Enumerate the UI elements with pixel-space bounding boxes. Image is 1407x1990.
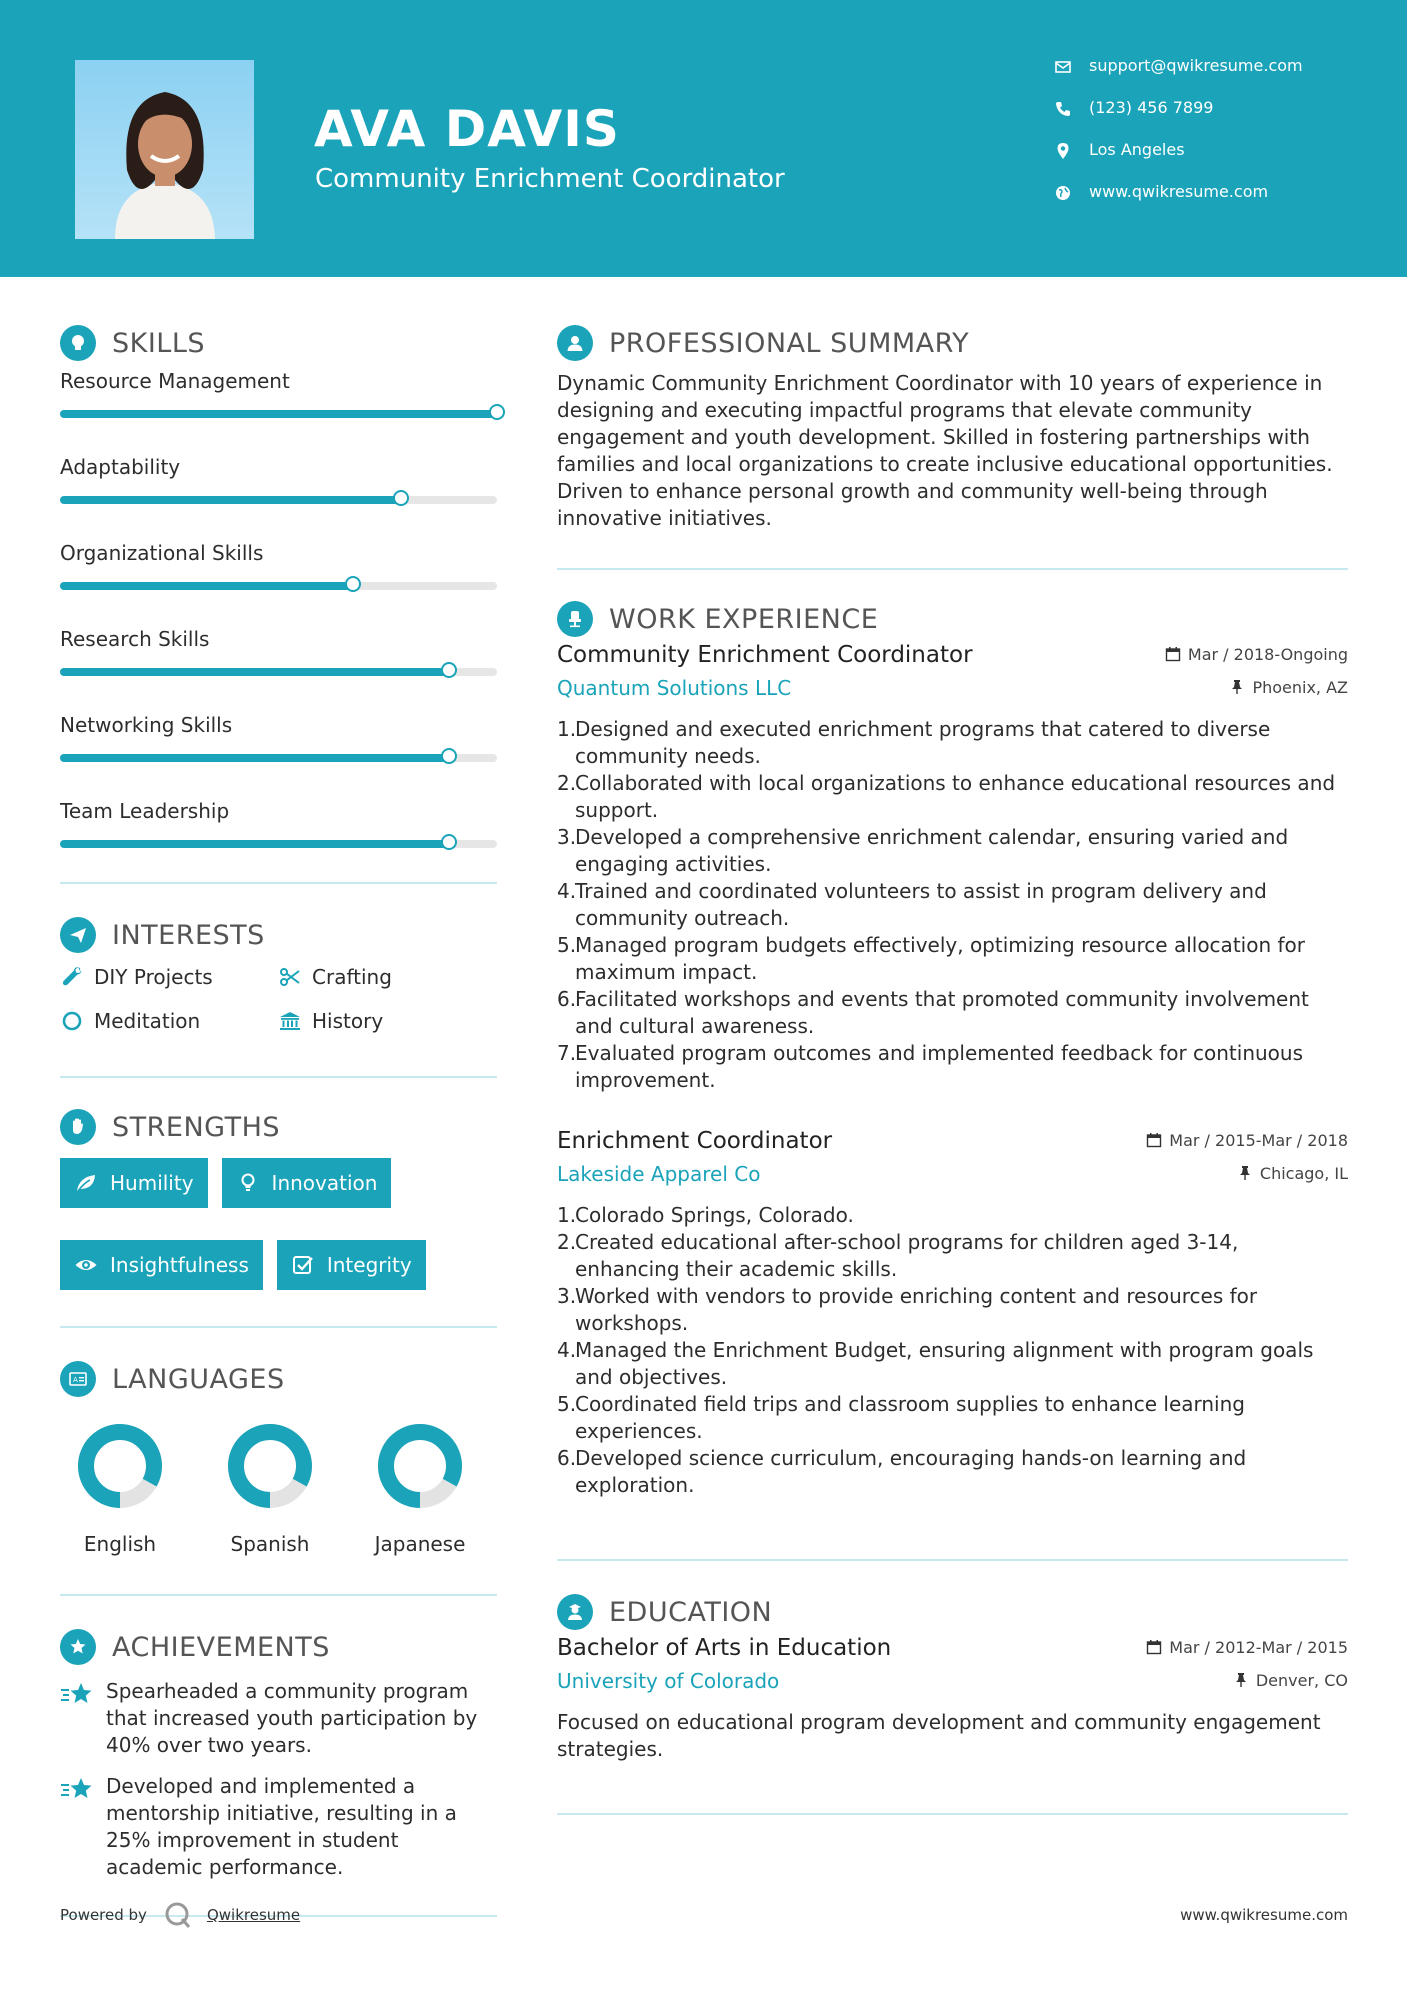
strength-label: Integrity [326,1253,412,1277]
skill-bar-knob [441,834,457,850]
bullet-text: Worked with vendors to provide enriching content and resources for workshops. [575,1284,1258,1335]
circle-icon [60,1009,94,1033]
summary-text: Dynamic Community Enrichment Coordinator with 10 years of experience in designing and executing impactful programs that elevate community engagement and youth development. Skilled in fostering partnerships with families and local organizations to create inclusive educational opportunities. Driven to enhance personal growth and community well-being through innovative initiatives. [557,371,1333,530]
job-bullet [557,1229,1348,1283]
education-location [1233,1671,1348,1690]
achievement-text: Spearheaded a community program that increased youth participation by 40% over two years. [106,1679,478,1757]
bullet-number: 3. [557,825,577,849]
education-date [1146,1638,1348,1657]
interest-label: Crafting [312,965,392,989]
contact-list [1054,56,1303,224]
achievements-heading [60,1624,497,1670]
experience-title: WORK EXPERIENCE [609,603,879,635]
wrench-icon [60,965,94,989]
strengths-heading [60,1104,497,1150]
bullet-number: 4. [557,1338,577,1362]
languages-heading [60,1356,497,1402]
pushpin-icon [1237,1165,1253,1181]
contact-website-text: www.qwikresume.com [1089,182,1269,201]
pushpin-icon [1229,679,1245,695]
bullet-number: 1. [557,717,577,741]
strength-label: Humility [110,1171,194,1195]
bullet-text: Evaluated program outcomes and implemented feedback for continuous improvement. [575,1041,1304,1092]
job-entry [557,642,1348,1094]
bullet-number: 6. [557,1446,577,1470]
bullet-text: Collaborated with local organizations to enhance educational resources and support. [575,771,1336,822]
paper-plane-icon [60,917,96,953]
bullet-number: 2. [557,771,577,795]
translate-icon [60,1361,96,1397]
skill-item [60,796,497,848]
job-date [1165,645,1348,664]
lightbulb-icon [60,325,96,361]
bullet-number: 3. [557,1284,577,1308]
calendar-icon [1146,1639,1162,1655]
job-title: Enrichment Coordinator [557,1128,833,1154]
bullet-text: Trained and coordinated volunteers to assist in program delivery and community outreach. [575,879,1267,930]
job-bullets [557,716,1348,1094]
skill-bar-fill [60,496,401,504]
contact-website[interactable] [1054,182,1303,224]
skill-bar-fill [60,668,449,676]
pushpin-icon [1233,1672,1249,1688]
envelope-icon [1054,58,1072,76]
education-entry [557,1635,1348,1763]
skill-bar-knob [345,576,361,592]
skill-bar-track [60,410,497,418]
skill-bar-track [60,668,497,676]
section-divider [60,1326,497,1328]
bullet-number: 5. [557,933,577,957]
company-name: Lakeside Apparel Co [557,1162,761,1186]
contact-location [1054,140,1303,182]
interest-item [60,962,278,992]
museum-icon [278,1009,312,1033]
bullet-number: 2. [557,1230,577,1254]
bullet-text: Designed and executed enrichment programs that catered to diverse community needs. [575,717,1271,768]
contact-phone-text: (123) 456 7899 [1089,98,1214,117]
section-divider [60,1076,497,1078]
calendar-icon [1165,646,1181,662]
strength-tag [277,1240,426,1290]
left-column [60,320,497,1917]
eye-icon [74,1253,110,1277]
bullet-text: Colorado Springs, Colorado. [575,1203,854,1227]
job-bullet [557,716,1348,770]
job-bullets [557,1202,1348,1499]
strength-tag [60,1158,208,1208]
skill-label: Research Skills [60,627,210,651]
language-label: Japanese [374,1532,466,1556]
map-pin-icon [1054,142,1072,160]
job-bullet [557,824,1348,878]
job-entry [557,1128,1348,1499]
skill-item [60,366,497,418]
skill-bar-knob [441,662,457,678]
brand-link[interactable]: Qwikresume [206,1906,301,1924]
language-label: Spanish [230,1532,310,1556]
interests-heading [60,912,497,958]
section-divider [557,568,1348,570]
skills-heading [60,320,497,366]
star-icon [60,1775,94,1805]
interests-list [60,962,497,1036]
skill-item [60,710,497,762]
skill-bar-fill [60,840,449,848]
job-location [1229,678,1348,697]
globe-icon [1054,184,1072,202]
job-location-text: Chicago, IL [1259,1163,1348,1183]
person-portrait-icon [75,60,254,239]
bullet-text: Managed program budgets effectively, optimizing resource allocation for maximum impact. [575,933,1305,984]
achievements-title: ACHIEVEMENTS [112,1631,330,1663]
skills-list [60,366,497,848]
bullet-text: Managed the Enrichment Budget, ensuring alignment with program goals and objectives. [575,1338,1314,1389]
skill-label: Adaptability [60,455,181,479]
job-bullet [557,1337,1348,1391]
bullet-number: 6. [557,987,577,1011]
star-icon [60,1680,94,1710]
powered-by-text: Powered by [60,1906,147,1924]
skill-label: Networking Skills [60,713,233,737]
strengths-title: STRENGTHS [112,1111,281,1143]
language-item [210,1416,330,1556]
job-location-text: Phoenix, AZ [1252,677,1348,697]
job-bullet [557,1391,1348,1445]
summary-heading [557,320,1348,366]
jobs-list [557,642,1348,1499]
interest-label: DIY Projects [94,965,213,989]
interest-item [278,962,497,992]
achievement-item [60,1678,497,1759]
interest-label: Meditation [94,1009,201,1033]
language-label: English [83,1532,157,1556]
job-date-text: Mar / 2015-Mar / 2018 [1169,1130,1348,1150]
skill-label: Team Leadership [60,799,230,823]
calendar-icon [1146,1132,1162,1148]
job-bullet [557,932,1348,986]
strength-label: Insightfulness [110,1253,249,1277]
candidate-name: AVA DAVIS [314,100,620,158]
phone-icon [1054,100,1072,118]
job-bullet [557,986,1348,1040]
skill-bar-fill [60,754,449,762]
candidate-role: Community Enrichment Coordinator [315,164,785,194]
job-bullet [557,878,1348,932]
education-heading [557,1589,1348,1635]
contact-location-text: Los Angeles [1089,140,1185,159]
languages-list [60,1416,480,1556]
interest-item [278,1006,497,1036]
company-name: Quantum Solutions LLC [557,676,792,700]
experience-heading [557,596,1348,642]
contact-email[interactable] [1054,56,1303,98]
language-level-ring [70,1416,170,1516]
education-description: Focused on educational program development and community engagement strategies. [557,1710,1321,1761]
svg-text:A: A [73,1376,78,1384]
skill-bar-track [60,496,497,504]
summary-title: PROFESSIONAL SUMMARY [609,327,970,359]
language-item [360,1416,480,1556]
skill-bar-fill [60,582,353,590]
language-item [60,1416,180,1556]
skill-bar-knob [441,748,457,764]
bullet-text: Created educational after-school programs for children aged 3-14, enhancing their academic skills. [575,1230,1239,1281]
skill-label: Resource Management [60,369,290,393]
job-bullet [557,1445,1348,1499]
skills-title: SKILLS [112,327,206,359]
school-name: University of Colorado [557,1669,780,1693]
skill-bar-knob [489,404,505,420]
leaf-icon [74,1171,110,1195]
skill-bar-knob [393,490,409,506]
skill-label: Organizational Skills [60,541,264,565]
education-title: EDUCATION [609,1596,773,1628]
language-level-ring [220,1416,320,1516]
degree-title: Bachelor of Arts in Education [557,1635,892,1661]
hand-icon [60,1109,96,1145]
job-date [1146,1131,1348,1150]
scissors-icon [278,965,312,989]
strength-tag [60,1240,263,1290]
strengths-list [60,1158,497,1290]
lightbulb-icon [236,1171,272,1195]
job-location [1237,1164,1348,1183]
skill-item [60,452,497,504]
job-bullet [557,1202,1348,1229]
bullet-number: 1. [557,1203,577,1227]
bullet-text: Coordinated field trips and classroom supplies to enhance learning experiences. [575,1392,1245,1443]
achievement-item [60,1773,497,1881]
skill-bar-track [60,840,497,848]
languages-title: LANGUAGES [112,1363,285,1395]
bullet-text: Developed science curriculum, encouraging hands-on learning and exploration. [575,1446,1247,1497]
achievement-text: Developed and implemented a mentorship initiative, resulting in a 25% improvement in student academic performance. [106,1774,457,1879]
job-bullet [557,770,1348,824]
skill-item [60,624,497,676]
contact-phone[interactable] [1054,98,1303,140]
achievements-list [60,1678,497,1881]
footer-website[interactable]: www.qwikresume.com [1180,1906,1348,1924]
star-badge-icon [60,1629,96,1665]
header-banner [0,0,1407,277]
user-icon [557,325,593,361]
interest-item [60,1006,278,1036]
strength-tag [222,1158,392,1208]
skill-bar-track [60,754,497,762]
section-divider [557,1559,1348,1561]
profile-photo [75,60,254,239]
bullet-number: 5. [557,1392,577,1416]
bullet-number: 4. [557,879,577,903]
office-chair-icon [557,601,593,637]
interest-label: History [312,1009,384,1033]
skill-bar-track [60,582,497,590]
education-location-text: Denver, CO [1255,1670,1348,1690]
job-bullet [557,1040,1348,1094]
language-level-ring [370,1416,470,1516]
job-title: Community Enrichment Coordinator [557,642,973,668]
section-divider [60,1594,497,1596]
strength-label: Innovation [271,1171,378,1195]
job-bullet [557,1283,1348,1337]
job-date-text: Mar / 2018-Ongoing [1187,644,1348,664]
right-column [557,320,1348,1815]
footer-powered-by [60,1900,300,1930]
skill-item [60,538,497,590]
bullet-number: 7. [557,1041,577,1065]
interests-title: INTERESTS [112,919,265,951]
bullet-text: Facilitated workshops and events that promoted community involvement and cultural awareness. [575,987,1309,1038]
bullet-text: Developed a comprehensive enrichment calendar, ensuring varied and engaging activities. [575,825,1289,876]
section-divider [557,1813,1348,1815]
check-square-icon [291,1253,327,1277]
skill-bar-fill [60,410,497,418]
section-divider [60,882,497,884]
contact-email-text: support@qwikresume.com [1089,56,1303,75]
qwikresume-logo-icon [163,1900,193,1930]
graduate-icon [557,1594,593,1630]
education-date-text: Mar / 2012-Mar / 2015 [1169,1637,1348,1657]
